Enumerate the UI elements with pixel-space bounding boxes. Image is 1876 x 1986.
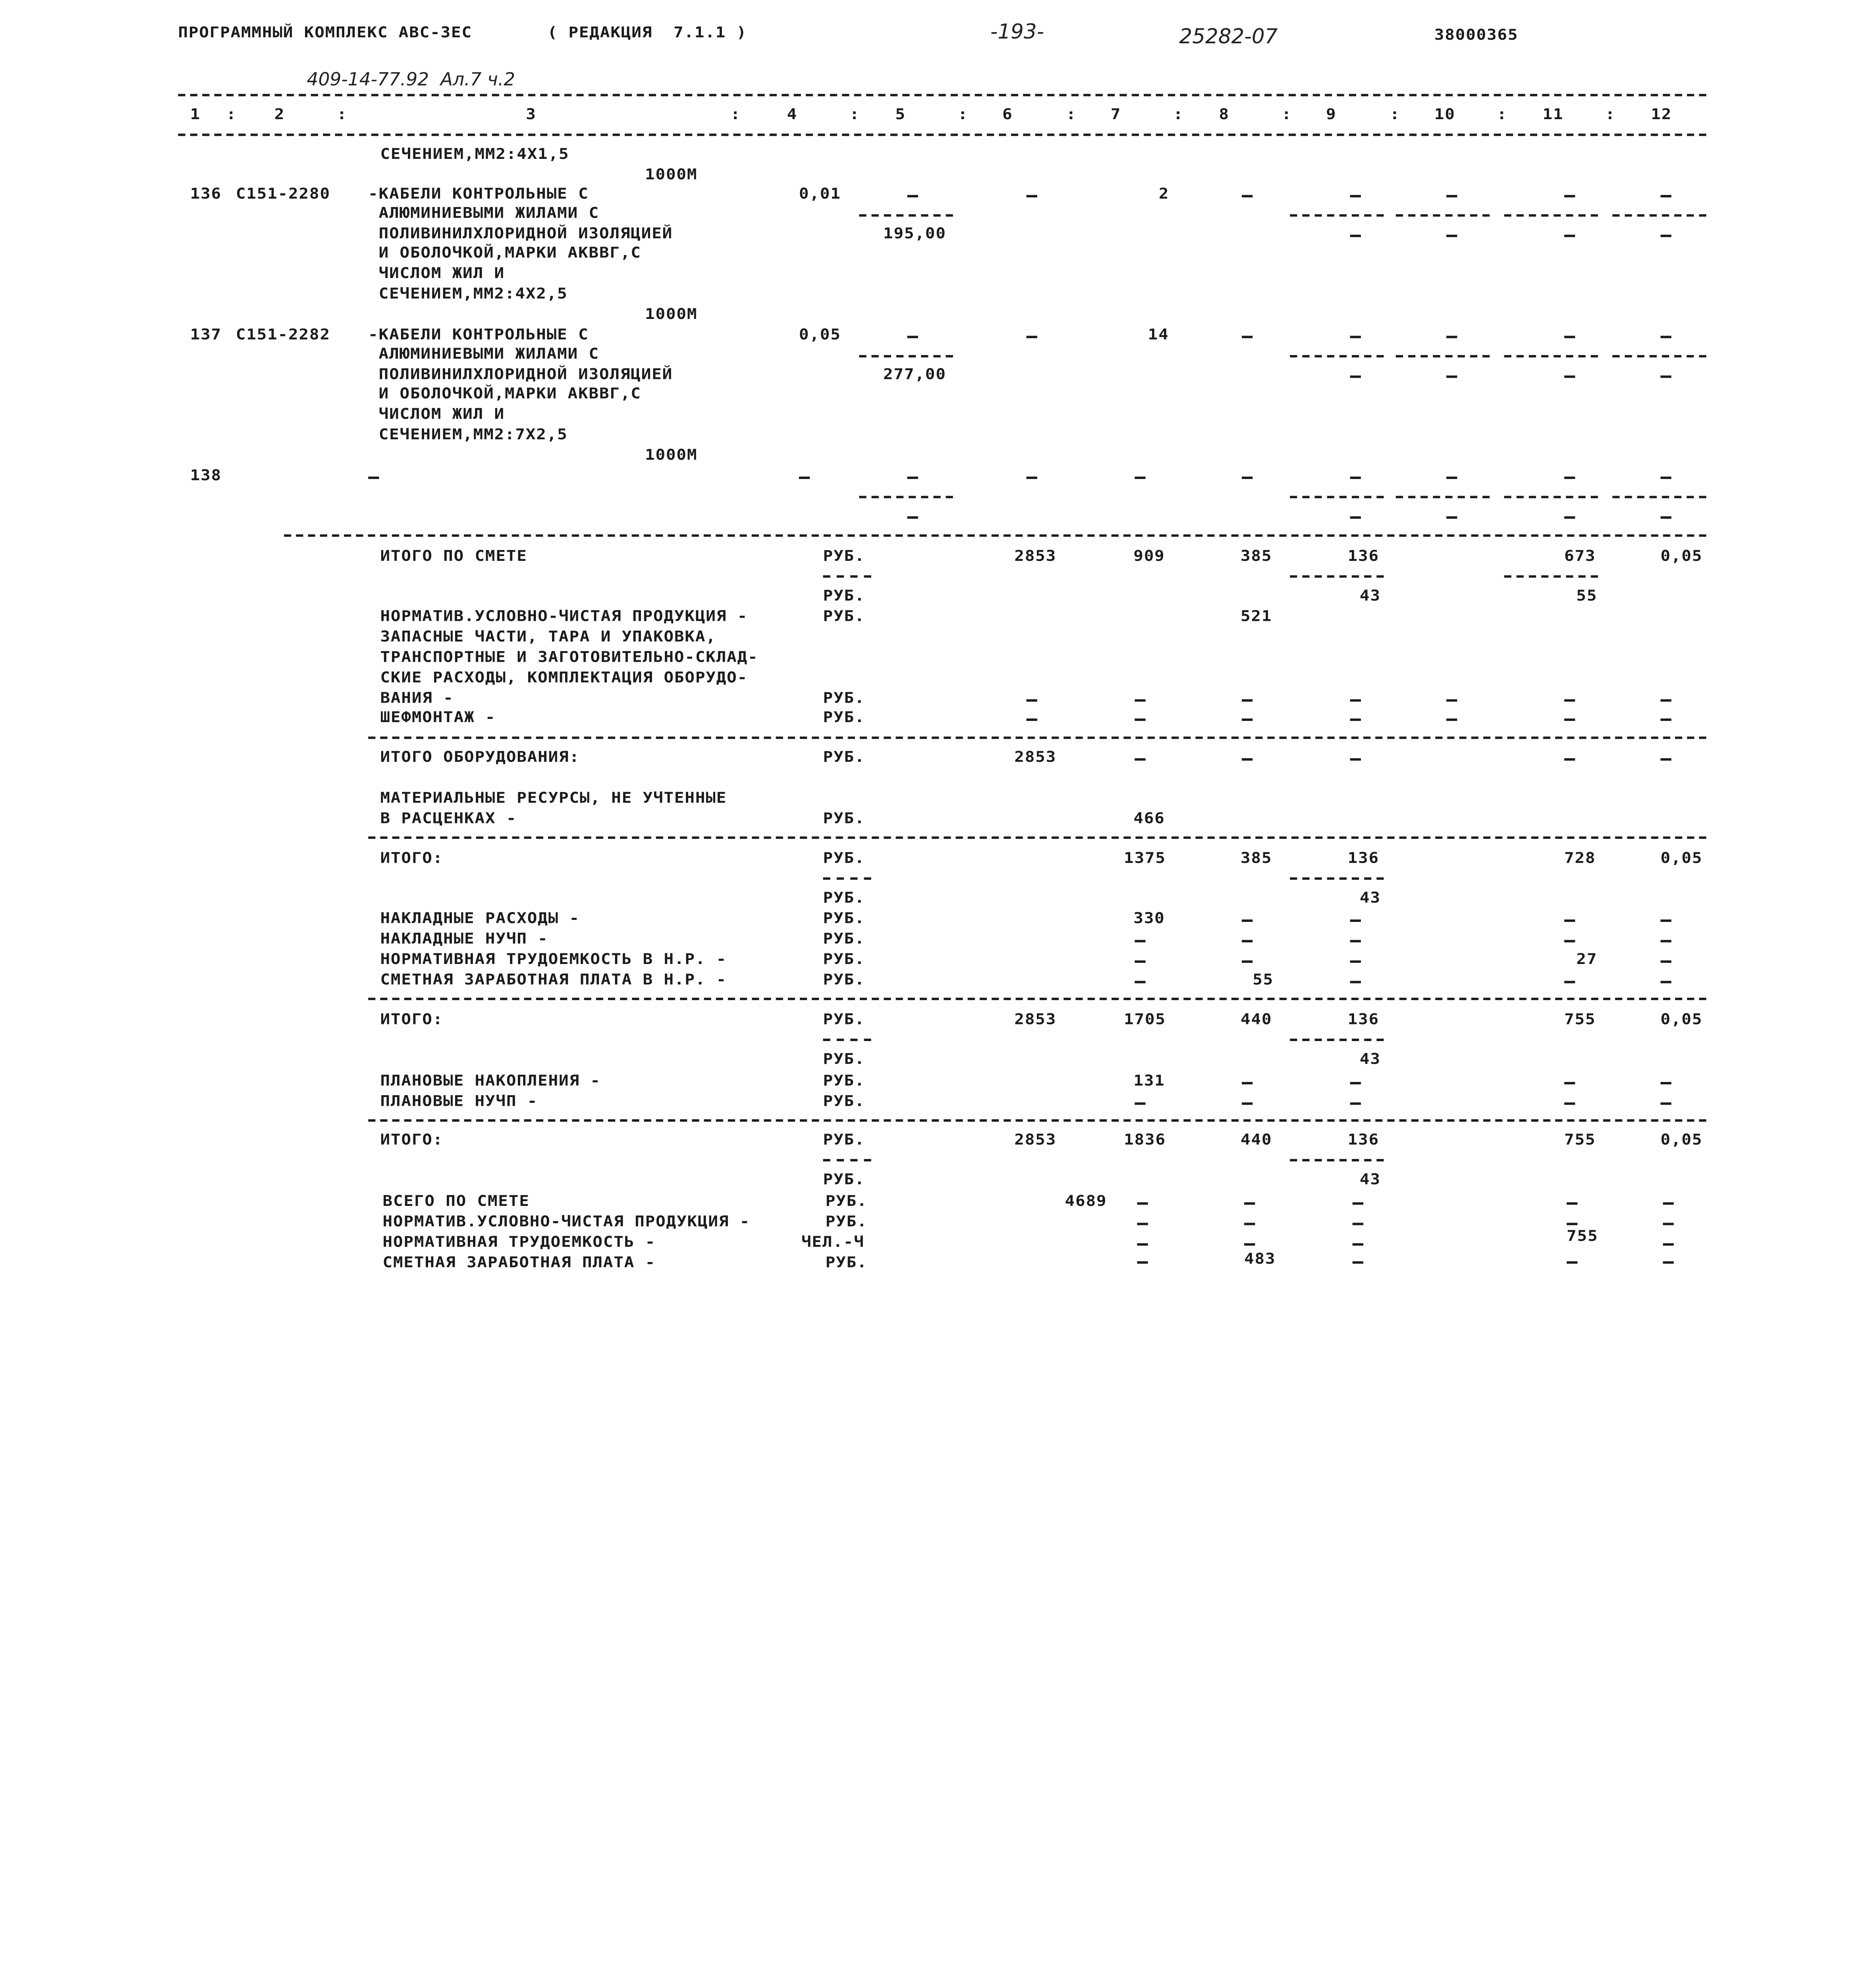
overhead-label: СМЕТНАЯ ЗАРАБОТНАЯ ПЛАТА В Н.Р. - — [380, 971, 727, 989]
empty-cell-dash — [1660, 477, 1671, 479]
unit-rub: РУБ. — [823, 547, 865, 566]
empty-cell-dash — [1242, 699, 1253, 701]
quantity: 0,01 — [799, 185, 841, 203]
empty-cell-dash — [1137, 1261, 1148, 1263]
empty-cell-dash — [1567, 1223, 1577, 1225]
section-rule — [368, 1119, 1706, 1122]
shef-label: ШЕФМОНТАЖ - — [380, 709, 496, 727]
empty-cell-dash — [1350, 981, 1361, 983]
subtotal-label: ИТОГО: — [380, 1011, 444, 1029]
normative-line: СКИЕ РАСХОДЫ, КОМПЛЕКТАЦИЯ ОБОРУДО- — [380, 669, 748, 687]
empty-cell-dash — [1137, 1243, 1148, 1246]
cell-underline — [1290, 214, 1384, 216]
normative-line: НОРМАТИВ.УСЛОВНО-ЧИСТАЯ ПРОДУКЦИЯ - — [380, 608, 748, 626]
c9b: 43 — [1359, 1171, 1381, 1189]
desc-line: ЧИСЛОМ ЖИЛ И — [368, 265, 505, 283]
rate-code: С151-2280 — [235, 185, 330, 203]
empty-cell-dash — [1242, 1082, 1253, 1084]
col-sep: : — [1390, 106, 1401, 124]
grand-label: НОРМАТИВНАЯ ТРУДОЕМКОСТЬ - — [382, 1233, 656, 1252]
empty-cell-dash — [1663, 1202, 1673, 1205]
section-rule — [368, 837, 1706, 839]
empty-cell-dash — [907, 336, 918, 338]
empty-cell-dash — [1027, 195, 1037, 197]
c12: 0,05 — [1660, 1131, 1703, 1149]
empty-cell-dash — [1135, 477, 1145, 479]
edition: ( РЕДАКЦИЯ 7.1.1 ) — [547, 24, 747, 42]
empty-cell-dash — [1350, 195, 1361, 197]
desc-line: СЕЧЕНИЕМ,ММ2:7Х2,5 — [368, 426, 568, 444]
cell-underline — [1290, 877, 1384, 880]
col7-value: 2 — [1158, 185, 1170, 203]
c11: 673 — [1564, 547, 1596, 566]
empty-cell-dash — [1446, 516, 1457, 519]
c8: 385 — [1240, 850, 1272, 867]
empty-cell-dash — [1027, 719, 1037, 721]
cell-underline — [859, 355, 953, 357]
section-rule — [368, 998, 1706, 1000]
empty-cell-dash — [907, 195, 918, 197]
unit: 1000М — [645, 446, 698, 464]
subtotal-label: ИТОГО: — [380, 850, 444, 867]
empty-cell-dash — [1350, 516, 1361, 519]
cell-underline — [1504, 355, 1598, 357]
empty-cell-dash — [1663, 1243, 1673, 1246]
c8: 521 — [1240, 608, 1272, 626]
planned-label: ПЛАНОВЫЕ НУЧП - — [380, 1093, 538, 1111]
grand-label: ВСЕГО ПО СМЕТЕ — [382, 1192, 530, 1211]
empty-cell-dash — [1446, 719, 1457, 721]
unit-price: 195,00 — [883, 225, 946, 243]
header-rule-bottom — [178, 133, 1706, 136]
empty-cell-dash — [1564, 940, 1575, 942]
col-4: 4 — [787, 106, 798, 124]
empty-cell-dash — [1350, 1082, 1361, 1084]
empty-cell-dash — [1446, 235, 1457, 237]
cell-underline — [1290, 575, 1384, 578]
cell-underline — [1290, 496, 1384, 498]
cell-underline — [1290, 1039, 1384, 1041]
empty-cell-dash — [1660, 920, 1671, 922]
page-number: -193- — [990, 20, 1044, 45]
grand-label: НОРМАТИВ.УСЛОВНО-ЧИСТАЯ ПРОДУКЦИЯ - — [382, 1213, 751, 1231]
empty-cell-dash — [1564, 719, 1575, 721]
empty-cell-dash — [907, 516, 918, 519]
document-code: 25282-07 — [1179, 25, 1278, 50]
empty-cell-dash — [1564, 375, 1575, 378]
unit-rub: РУБ. — [823, 910, 865, 928]
empty-cell-dash — [1135, 960, 1145, 963]
empty-cell-dash — [1663, 1223, 1673, 1225]
cell-underline — [859, 496, 953, 498]
c8: 440 — [1240, 1011, 1272, 1029]
empty-cell-dash — [1660, 235, 1671, 237]
unit-rub: РУБ. — [823, 709, 865, 727]
c11: 27 — [1576, 950, 1598, 969]
unit-rub: РУБ. — [823, 950, 865, 969]
c6: 2853 — [1014, 1131, 1057, 1149]
c7: 330 — [1133, 910, 1165, 928]
overhead-label: НОРМАТИВНАЯ ТРУДОЕМКОСТЬ В Н.Р. - — [380, 950, 727, 969]
desc-line: ПОЛИВИНИЛХЛОРИДНОЙ ИЗОЛЯЦИЕЙ — [368, 366, 673, 384]
record-number: 38000365 — [1434, 26, 1519, 44]
empty-cell-dash — [1135, 758, 1145, 761]
empty-cell-dash — [1564, 235, 1575, 237]
cell-underline — [1290, 1159, 1384, 1161]
empty-cell-dash — [1660, 375, 1671, 378]
cell-underline — [823, 575, 871, 578]
row-number: 138 — [190, 467, 222, 485]
overhead-label: НАКЛАДНЫЕ НУЧП - — [380, 930, 548, 948]
normative-line: ЗАПАСНЫЕ ЧАСТИ, ТАРА И УПАКОВКА, — [380, 628, 716, 646]
desc-line: И ОБОЛОЧКОЙ,МАРКИ АКВВГ,С — [368, 385, 641, 403]
cell-underline — [1504, 496, 1598, 498]
c8: 483 — [1244, 1250, 1276, 1268]
empty-cell-dash — [907, 477, 918, 479]
col-2: 2 — [274, 106, 285, 124]
unit-rub: РУБ. — [823, 1093, 865, 1111]
unit-chel: ЧЕЛ.-Ч — [801, 1233, 865, 1252]
empty-cell-dash — [1350, 477, 1361, 479]
c11: 755 — [1567, 1227, 1598, 1246]
empty-cell-dash — [1663, 1261, 1673, 1263]
c7: 1375 — [1124, 850, 1166, 867]
empty-cell-dash — [1446, 336, 1457, 338]
normative-line: ТРАНСПОРТНЫЕ И ЗАГОТОВИТЕЛЬНО-СКЛАД- — [380, 649, 759, 667]
empty-cell-dash — [1353, 1261, 1363, 1263]
subtotal-label: ИТОГО: — [380, 1131, 444, 1149]
empty-cell-dash — [1350, 920, 1361, 922]
empty-cell-dash — [1564, 516, 1575, 519]
col-6: 6 — [1002, 106, 1013, 124]
cell-underline — [1290, 355, 1384, 357]
c11b: 55 — [1576, 587, 1598, 605]
empty-cell-dash — [1350, 719, 1361, 721]
c6: 2853 — [1014, 748, 1057, 767]
c11: 755 — [1564, 1011, 1596, 1029]
program-name: ПРОГРАММНЫЙ КОМПЛЕКС АВС-3ЕС — [178, 24, 472, 42]
empty-cell-dash — [1135, 981, 1145, 983]
overhead-label: НАКЛАДНЫЕ РАСХОДЫ - — [380, 910, 580, 928]
empty-cell-dash — [1242, 1102, 1253, 1105]
c8: 440 — [1240, 1131, 1272, 1149]
header-rule-top — [178, 94, 1706, 96]
col-1: 1 — [190, 106, 201, 124]
unit-rub: РУБ. — [825, 1254, 868, 1272]
col-11: 11 — [1542, 106, 1564, 124]
desc-line: -КАБЕЛИ КОНТРОЛЬНЫЕ С — [368, 185, 589, 203]
unit-rub: РУБ. — [825, 1213, 868, 1231]
cell-underline — [1396, 355, 1490, 357]
col-sep: : — [226, 106, 237, 124]
desc-line: ПОЛИВИНИЛХЛОРИДНОЙ ИЗОЛЯЦИЕЙ — [368, 225, 673, 243]
empty-cell-dash — [1660, 699, 1671, 701]
cell-underline — [859, 214, 953, 216]
unit-rub: РУБ. — [823, 690, 865, 707]
c12: 0,05 — [1660, 850, 1703, 867]
empty-cell-dash — [1564, 1082, 1575, 1084]
empty-cell-dash — [1446, 375, 1457, 378]
desc-line: ЧИСЛОМ ЖИЛ И — [368, 406, 505, 423]
col-7: 7 — [1110, 106, 1121, 124]
empty-cell-dash — [1660, 758, 1671, 761]
cell-underline — [823, 877, 871, 880]
unit-rub: РУБ. — [823, 587, 865, 605]
empty-cell-dash — [1027, 336, 1037, 338]
empty-cell-dash — [1567, 1202, 1577, 1205]
empty-cell-dash — [1242, 719, 1253, 721]
empty-cell-dash — [1660, 940, 1671, 942]
empty-cell-dash — [1350, 336, 1361, 338]
c7: 1705 — [1124, 1011, 1166, 1029]
col-sep: : — [957, 106, 969, 124]
c8: 385 — [1240, 547, 1272, 566]
empty-cell-dash — [1564, 699, 1575, 701]
empty-cell-dash — [1350, 375, 1361, 378]
section-rule — [368, 736, 1706, 739]
desc-line: -КАБЕЛИ КОНТРОЛЬНЫЕ С — [368, 326, 589, 344]
cell-underline — [1396, 496, 1490, 498]
desc-line: СЕЧЕНИЕМ,ММ2:4Х2,5 — [368, 285, 568, 303]
c12: 0,05 — [1660, 1011, 1703, 1029]
desc-line: АЛЮМИНИЕВЫМИ ЖИЛАМИ С — [368, 345, 599, 363]
total-label: ИТОГО ПО СМЕТЕ — [380, 547, 527, 566]
empty-cell-dash — [1242, 758, 1253, 761]
cell-underline — [823, 1039, 871, 1041]
empty-cell-dash — [1137, 1223, 1148, 1225]
empty-cell-dash — [1446, 195, 1457, 197]
col-sep: : — [1497, 106, 1507, 124]
empty-cell-dash — [1446, 477, 1457, 479]
equip-label: ИТОГО ОБОРУДОВАНИЯ: — [380, 748, 580, 767]
cell-underline — [1396, 214, 1490, 216]
rate-code: С151-2282 — [235, 326, 330, 344]
c9: 136 — [1347, 850, 1379, 867]
empty-cell-dash — [1244, 1243, 1255, 1246]
project-reference: 409-14-77.92 Ал.7 ч.2 — [307, 68, 515, 91]
c12: 0,05 — [1660, 547, 1703, 566]
empty-cell-dash — [1027, 477, 1037, 479]
c7: 1836 — [1124, 1131, 1166, 1149]
cell-underline — [1504, 214, 1598, 216]
c6: 2853 — [1014, 547, 1057, 566]
desc-line: И ОБОЛОЧКОЙ,МАРКИ АКВВГ,С — [368, 244, 641, 262]
c9: 136 — [1347, 547, 1379, 566]
c9b: 43 — [1359, 889, 1381, 907]
empty-cell-dash — [368, 477, 379, 479]
grand-label: СМЕТНАЯ ЗАРАБОТНАЯ ПЛАТА - — [382, 1254, 656, 1272]
empty-cell-dash — [1137, 1202, 1148, 1205]
unit-rub: РУБ. — [823, 810, 865, 828]
empty-cell-dash — [1135, 940, 1145, 942]
normative-line: ВАНИЯ - — [380, 690, 454, 707]
empty-cell-dash — [1353, 1223, 1363, 1225]
empty-cell-dash — [1135, 1102, 1145, 1105]
empty-cell-dash — [1660, 981, 1671, 983]
empty-cell-dash — [1135, 719, 1145, 721]
empty-cell-dash — [1567, 1261, 1577, 1263]
empty-cell-dash — [1242, 336, 1253, 338]
c9: 136 — [1347, 1131, 1379, 1149]
empty-cell-dash — [1660, 1102, 1671, 1105]
empty-cell-dash — [1350, 940, 1361, 942]
empty-cell-dash — [1564, 477, 1575, 479]
empty-cell-dash — [1135, 699, 1145, 701]
unit-rub: РУБ. — [823, 1072, 865, 1090]
desc-line: АЛЮМИНИЕВЫМИ ЖИЛАМИ С — [368, 205, 599, 222]
col-8: 8 — [1219, 106, 1229, 124]
col-5: 5 — [895, 106, 906, 124]
cell-underline — [1612, 214, 1706, 216]
cell-underline — [1612, 496, 1706, 498]
col-sep: : — [1605, 106, 1616, 124]
cell-underline — [1504, 575, 1598, 578]
col-sep: : — [1281, 106, 1292, 124]
empty-cell-dash — [1353, 1202, 1363, 1205]
empty-cell-dash — [1242, 960, 1253, 963]
empty-cell-dash — [1564, 336, 1575, 338]
unit-price: 277,00 — [883, 366, 946, 384]
c11: 755 — [1564, 1131, 1596, 1149]
empty-cell-dash — [1350, 960, 1361, 963]
unit-rub: РУБ. — [823, 1131, 865, 1149]
empty-cell-dash — [1564, 920, 1575, 922]
col-sep: : — [1066, 106, 1077, 124]
planned-label: ПЛАНОВЫЕ НАКОПЛЕНИЯ - — [380, 1072, 601, 1090]
materials-line: МАТЕРИАЛЬНЫЕ РЕСУРСЫ, НЕ УЧТЕННЫЕ — [380, 789, 727, 808]
empty-cell-dash — [1242, 920, 1253, 922]
unit-rub: РУБ. — [823, 748, 865, 767]
empty-cell-dash — [1446, 699, 1457, 701]
carry-unit: 1000М — [645, 166, 698, 184]
col-10: 10 — [1434, 106, 1455, 124]
empty-cell-dash — [1660, 336, 1671, 338]
empty-cell-dash — [1353, 1243, 1363, 1246]
quantity: 0,05 — [799, 326, 841, 344]
col-sep: : — [1173, 106, 1184, 124]
empty-cell-dash — [1027, 699, 1037, 701]
empty-cell-dash — [1660, 195, 1671, 197]
col7-value: 14 — [1148, 326, 1169, 344]
empty-cell-dash — [1244, 1202, 1255, 1205]
col-12: 12 — [1651, 106, 1672, 124]
empty-cell-dash — [1564, 981, 1575, 983]
c7: 466 — [1133, 810, 1165, 828]
c9b: 43 — [1359, 1051, 1381, 1068]
unit-rub: РУБ. — [823, 1051, 865, 1068]
c6: 2853 — [1014, 1011, 1057, 1029]
carry-line: СЕЧЕНИЕМ,ММ2:4Х1,5 — [380, 145, 569, 164]
empty-cell-dash — [1350, 235, 1361, 237]
empty-cell-dash — [1660, 516, 1671, 519]
grand-value: 4689 — [1065, 1192, 1107, 1211]
empty-cell-dash — [1660, 1082, 1671, 1084]
empty-cell-dash — [1660, 960, 1671, 963]
col-sep: : — [337, 106, 347, 124]
unit-rub: РУБ. — [823, 1011, 865, 1029]
unit-rub: РУБ. — [823, 889, 865, 907]
empty-cell-dash — [1350, 699, 1361, 701]
section-rule — [284, 534, 1706, 537]
empty-cell-dash — [1350, 1102, 1361, 1105]
empty-cell-dash — [1660, 719, 1671, 721]
c9: 136 — [1347, 1011, 1379, 1029]
unit-rub: РУБ. — [823, 971, 865, 989]
materials-line: В РАСЦЕНКАХ - — [380, 810, 517, 828]
unit-rub: РУБ. — [823, 1171, 865, 1189]
c11: 728 — [1564, 850, 1596, 867]
col-9: 9 — [1326, 106, 1337, 124]
unit-rub: РУБ. — [825, 1192, 868, 1211]
col-sep: : — [849, 106, 860, 124]
unit-rub: РУБ. — [823, 850, 865, 867]
empty-cell-dash — [1244, 1223, 1255, 1225]
empty-cell-dash — [1242, 940, 1253, 942]
c8: 55 — [1253, 971, 1274, 989]
empty-cell-dash — [1242, 477, 1253, 479]
c7: 909 — [1133, 547, 1165, 566]
cell-underline — [1612, 355, 1706, 357]
row-number: 136 — [190, 185, 222, 203]
empty-cell-dash — [1242, 195, 1253, 197]
unit-rub: РУБ. — [823, 608, 865, 626]
unit: 1000М — [645, 305, 698, 324]
empty-cell-dash — [1564, 758, 1575, 761]
empty-cell-dash — [1564, 1102, 1575, 1105]
col-sep: : — [730, 106, 741, 124]
c9b: 43 — [1359, 587, 1381, 605]
c7: 131 — [1133, 1072, 1165, 1090]
row-number: 137 — [190, 326, 222, 344]
unit-rub: РУБ. — [823, 930, 865, 948]
col-3: 3 — [526, 106, 537, 124]
empty-cell-dash — [1564, 195, 1575, 197]
cell-underline — [823, 1159, 871, 1161]
empty-cell-dash — [1350, 758, 1361, 761]
empty-cell-dash — [799, 477, 810, 479]
